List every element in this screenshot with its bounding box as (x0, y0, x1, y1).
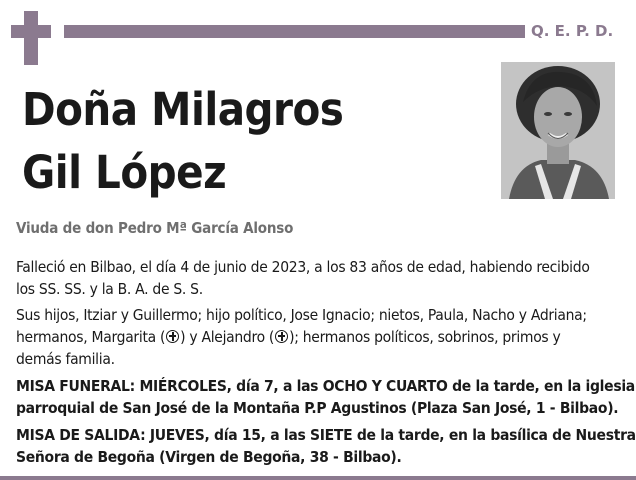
footer-rule (0, 476, 636, 480)
family-text: ) y Alejandro ( (180, 328, 275, 346)
family-line: Sus hijos, Itziar y Guillermo; hijo político, Jose Ignacio; nietos, Paula, Nacho y Adriana; (16, 306, 587, 324)
cross-icon-horizontal (11, 25, 51, 38)
death-notice-line: los SS. SS. y la B. A. de S. S. (16, 280, 203, 298)
deceased-photo (501, 62, 615, 199)
departure-mass-paragraph (16, 424, 636, 468)
circled-cross-icon (275, 330, 288, 343)
header-rule (64, 25, 525, 38)
family-text: hermanos, Margarita ( (16, 328, 166, 346)
death-notice-line: Falleció en Bilbao, el día 4 de junio de 2023, a los 83 años de edad, habiendo recibido (16, 258, 590, 276)
funeral-mass-paragraph (16, 375, 635, 419)
cross-icon-vertical (24, 11, 38, 65)
deceased-name-line2: Gil López (22, 146, 227, 199)
death-notice-paragraph (16, 256, 624, 300)
circled-cross-icon (166, 330, 179, 343)
family-paragraph (16, 304, 624, 370)
funeral-mass-line: MISA FUNERAL: MIÉRCOLES, día 7, a las OCHO Y CUARTO de la tarde, en la iglesia (16, 377, 635, 395)
family-line: demás familia. (16, 350, 115, 368)
funeral-mass-line: parroquial de San José de la Montaña P.P Agustinos (Plaza San José, 1 - Bilbao). (16, 399, 619, 417)
qepd-label: Q. E. P. D. (531, 22, 614, 40)
deceased-name-line1: Doña Milagros (22, 83, 344, 136)
departure-mass-line: Señora de Begoña (Virgen de Begoña, 38 - Bilbao). (16, 448, 402, 466)
family-line (16, 326, 624, 348)
family-text: ); hermanos políticos, sobrinos, primos y (289, 328, 561, 346)
widow-of-line: Viuda de don Pedro Mª García Alonso (16, 219, 294, 237)
departure-mass-line: MISA DE SALIDA: JUEVES, día 15, a las SIETE de la tarde, en la basílica de Nuestra (16, 426, 636, 444)
